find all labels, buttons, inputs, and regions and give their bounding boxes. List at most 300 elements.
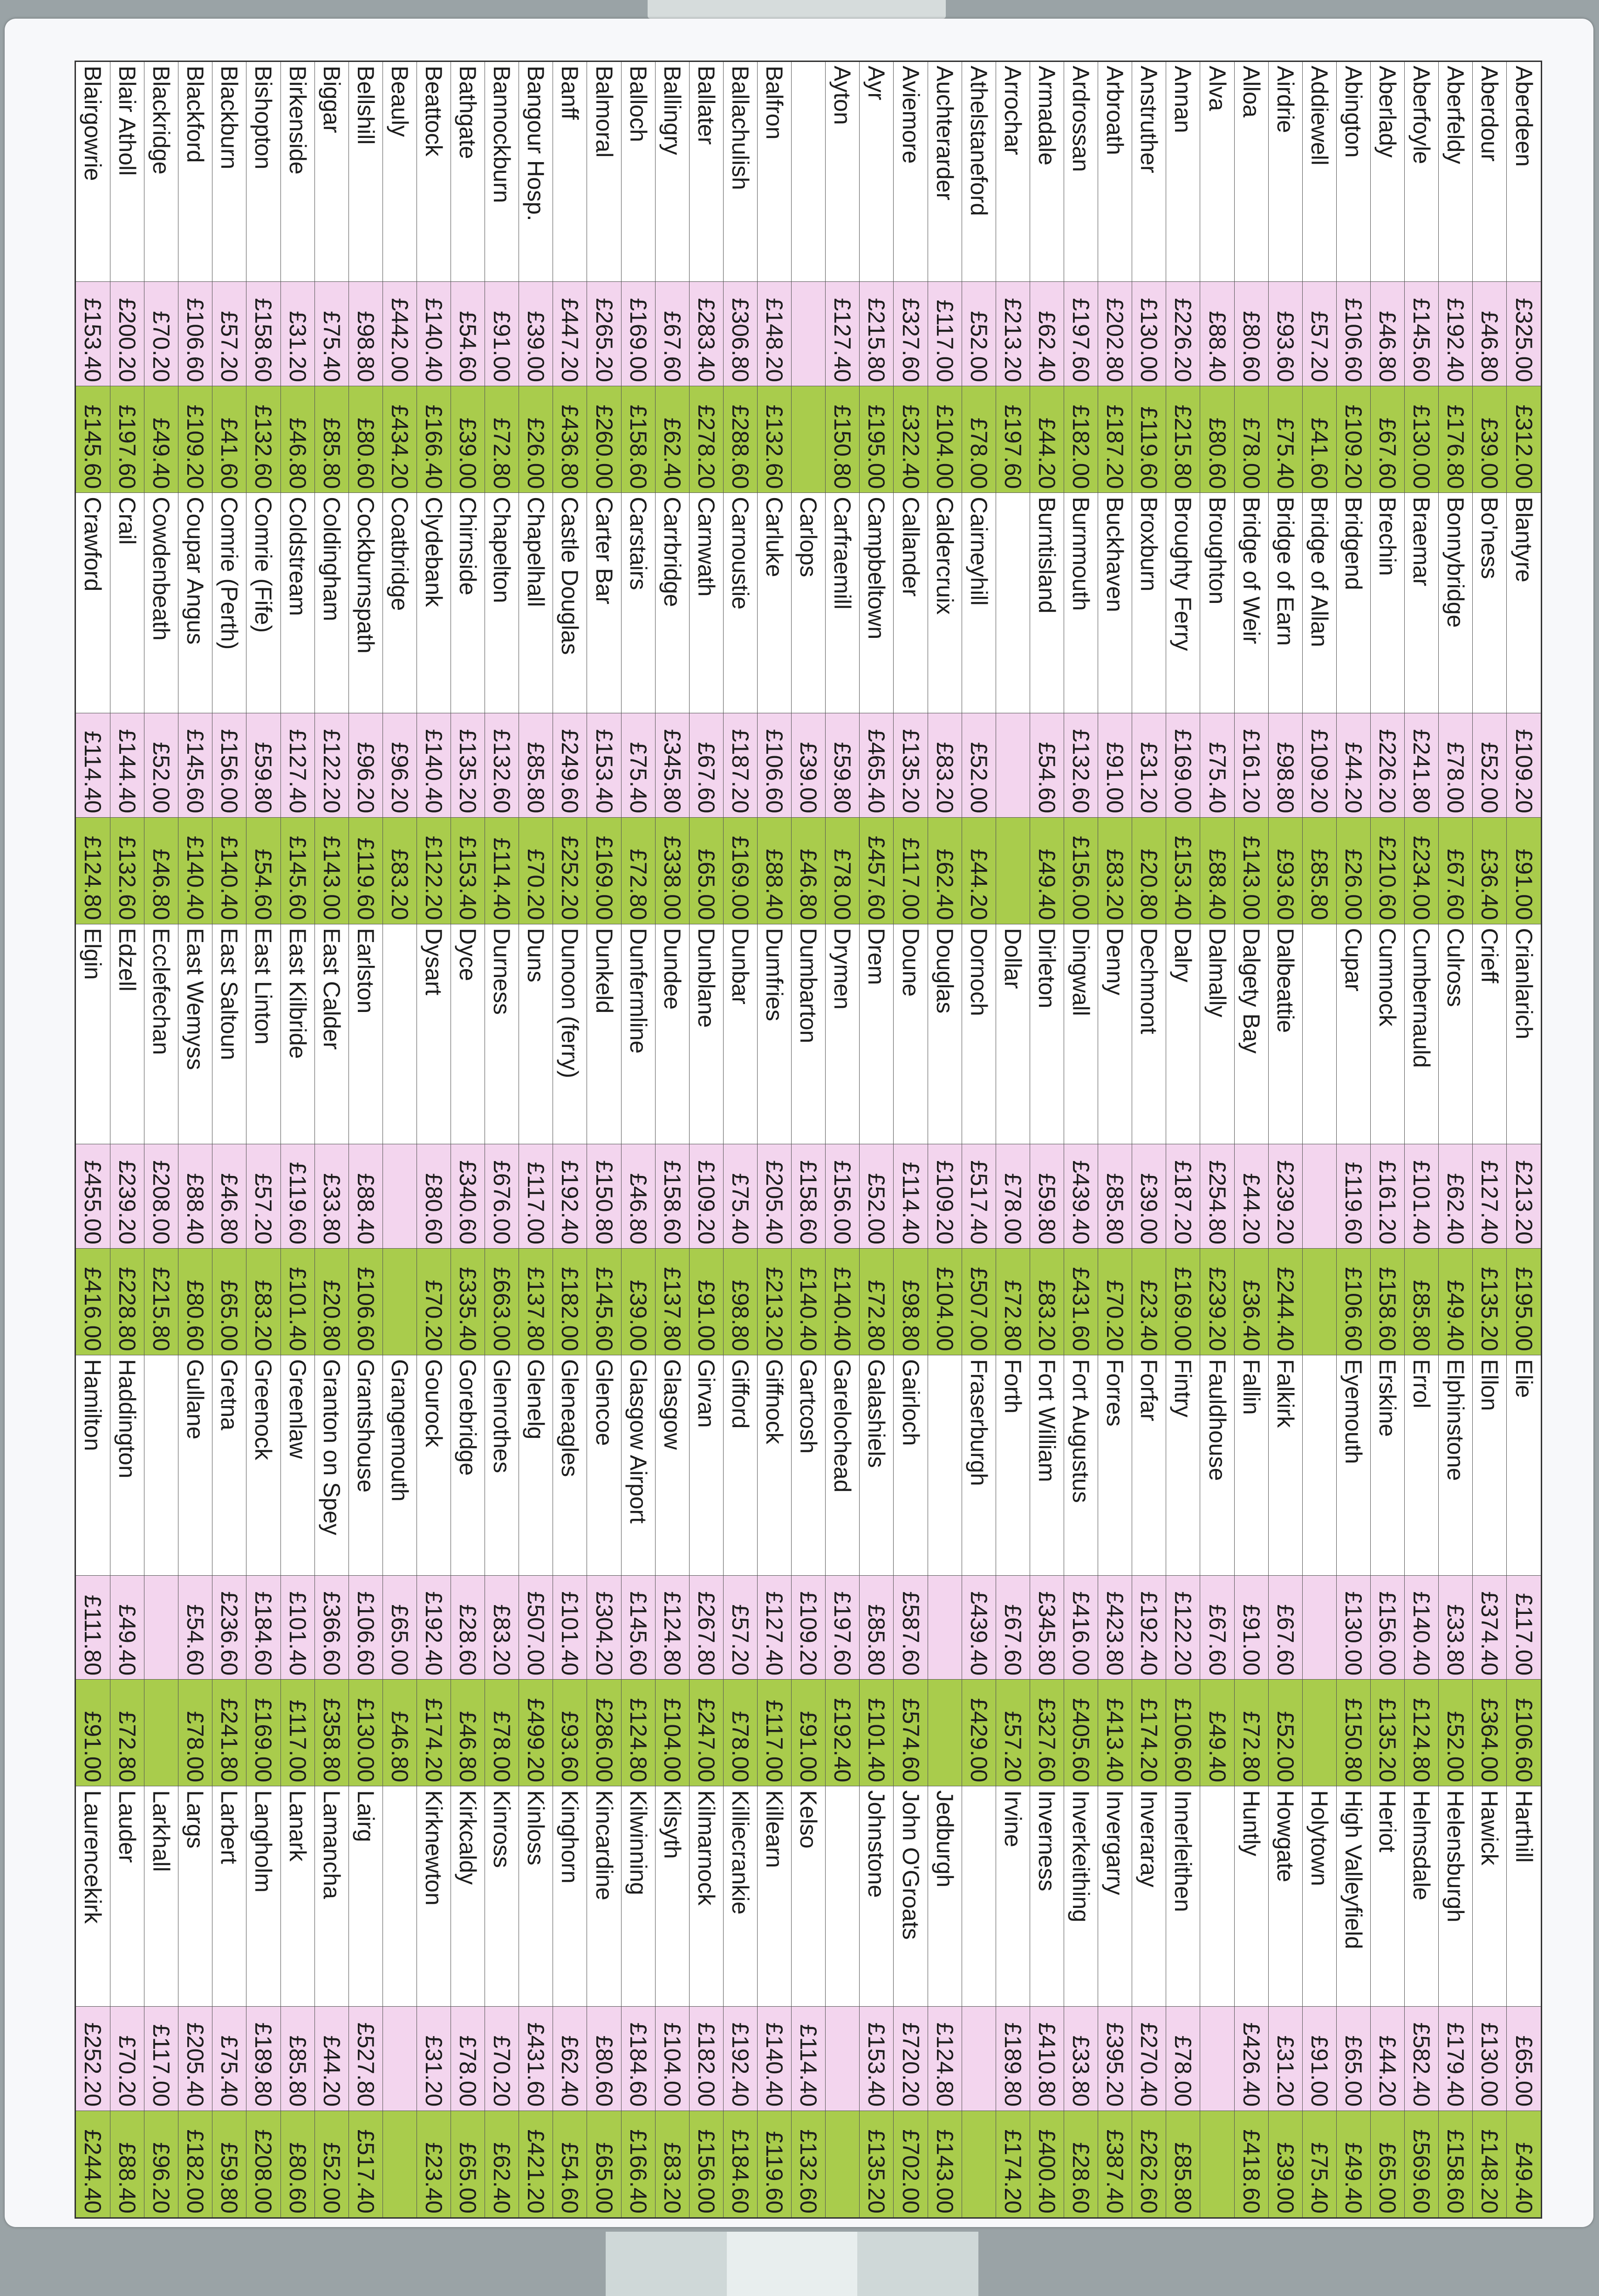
table-row (75, 62, 110, 2218)
fare-return: £174.20 (996, 2111, 1030, 2218)
fare-return (1302, 1248, 1336, 1355)
fare-single (792, 282, 826, 386)
fare-return: £106.60 (1166, 1680, 1200, 1786)
fare-return: £57.20 (996, 1680, 1030, 1786)
fare-return: £182.00 (1064, 386, 1098, 493)
destination-name: Falkirk (1268, 1355, 1302, 1575)
destination-name: Bishopton (246, 62, 280, 282)
fare-return: £65.00 (587, 2111, 621, 2218)
fare-single: £39.00 (792, 713, 826, 817)
fare-single: £720.20 (894, 2006, 928, 2111)
fare-single: £439.40 (1064, 1144, 1098, 1249)
fare-return: £143.00 (314, 817, 348, 924)
destination-name: Helmsdale (1405, 1786, 1439, 2006)
destination-name: Athelstaneford (962, 62, 996, 282)
fare-return: £174.20 (1132, 1680, 1166, 1786)
fare-return: £41.60 (1302, 386, 1336, 493)
fare-single: £252.20 (75, 2006, 110, 2111)
fare-single: £83.20 (928, 713, 962, 817)
fare-single: £507.00 (519, 1575, 553, 1680)
fare-single: £109.20 (689, 1144, 723, 1249)
fare-return: £507.00 (962, 1248, 996, 1355)
fare-return: £46.80 (792, 817, 826, 924)
destination-name: Jedburgh (928, 1786, 962, 2006)
destination-name: East Wemyss (178, 924, 212, 1144)
destination-name: Fort William (1030, 1355, 1064, 1575)
table-row (894, 62, 928, 2218)
fare-single: £124.80 (928, 2006, 962, 2111)
destination-name: Coldstream (280, 493, 314, 713)
fare-return: £122.20 (417, 817, 451, 924)
fare-single: £57.20 (212, 282, 246, 386)
destination-name: Broughton (1200, 493, 1234, 713)
fare-single: £96.20 (383, 713, 417, 817)
fare-single: £67.60 (1268, 1575, 1302, 1680)
fare-return: £286.00 (587, 1680, 621, 1786)
destination-name: Elie (1507, 1355, 1542, 1575)
fare-return: £197.60 (110, 386, 144, 493)
fare-return: £78.00 (723, 1680, 757, 1786)
destination-name: Grantshouse (348, 1355, 383, 1575)
destination-name: Ayton (826, 62, 860, 282)
destination-name: Haddington (110, 1355, 144, 1575)
table-row (1234, 62, 1268, 2218)
fare-single: £75.40 (212, 2006, 246, 2111)
fare-return: £70.20 (519, 817, 553, 924)
fare-single: £189.80 (246, 2006, 280, 2111)
destination-name: Cupar (1336, 924, 1370, 1144)
fare-single: £144.40 (110, 713, 144, 817)
fare-single: £197.60 (1064, 282, 1098, 386)
fare-return: £197.60 (996, 386, 1030, 493)
fare-single: £306.80 (723, 282, 757, 386)
fare-return: £169.00 (723, 817, 757, 924)
fare-return: £98.80 (894, 1248, 928, 1355)
destination-name: East Saltoun (212, 924, 246, 1144)
table-row (1030, 62, 1064, 2218)
fare-return: £499.20 (519, 1680, 553, 1786)
destination-name: Dalry (1166, 924, 1200, 1144)
fare-return: £457.60 (860, 817, 894, 924)
fare-single: £85.80 (1098, 1144, 1132, 1249)
fare-single: £140.40 (417, 713, 451, 817)
destination-name: Kilsyth (655, 1786, 689, 2006)
fare-single: £182.00 (689, 2006, 723, 2111)
fare-single: £98.80 (1268, 713, 1302, 817)
fare-return: £78.00 (485, 1680, 519, 1786)
fare-return: £234.00 (1405, 817, 1439, 924)
fare-return: £663.00 (485, 1248, 519, 1355)
fare-single: £153.40 (75, 282, 110, 386)
destination-name: Ellon (1473, 1355, 1507, 1575)
fare-single: £153.40 (587, 713, 621, 817)
fare-single (996, 713, 1030, 817)
fare-return: £312.00 (1507, 386, 1542, 493)
fare-return: £23.40 (417, 2111, 451, 2218)
destination-name: Giffnock (758, 1355, 792, 1575)
fare-single: £192.40 (417, 1575, 451, 1680)
fare-single: £85.80 (519, 713, 553, 817)
fare-single: £158.60 (655, 1144, 689, 1249)
destination-name: Ballater (689, 62, 723, 282)
table-row (1064, 62, 1098, 2218)
destination-name: Dumbarton (792, 924, 826, 1144)
fare-single: £192.40 (723, 2006, 757, 2111)
fare-single: £340.60 (451, 1144, 485, 1249)
fare-return: £39.00 (621, 1248, 655, 1355)
destination-name: Blair Atholl (110, 62, 144, 282)
destination-name: Fort Augustus (1064, 1355, 1098, 1575)
fare-single: £59.80 (826, 713, 860, 817)
fare-return (1200, 2111, 1234, 2218)
destination-name: Bathgate (451, 62, 485, 282)
fare-single: £150.80 (587, 1144, 621, 1249)
fare-return: £20.80 (314, 1248, 348, 1355)
destination-name: Balloch (621, 62, 655, 282)
destination-name: Drymen (826, 924, 860, 1144)
fare-return (1302, 1680, 1336, 1786)
fare-single: £127.40 (826, 282, 860, 386)
fare-single: £184.60 (246, 1575, 280, 1680)
destination-name: Kirknewton (417, 1786, 451, 2006)
fare-single: £127.40 (1473, 1144, 1507, 1249)
destination-name: Carrbridge (655, 493, 689, 713)
table-row (1507, 62, 1542, 2218)
destination-name: Dechmont (1132, 924, 1166, 1144)
fare-return: £96.20 (144, 2111, 178, 2218)
destination-name: Hawick (1473, 1786, 1507, 2006)
fare-single: £49.40 (110, 1575, 144, 1680)
fare-return: £140.40 (178, 817, 212, 924)
destination-name: Airdrie (1268, 62, 1302, 282)
fare-single: £62.40 (553, 2006, 587, 2111)
fare-single: £78.00 (451, 2006, 485, 2111)
fare-return: £49.40 (1336, 2111, 1370, 2218)
fare-return: £244.40 (75, 2111, 110, 2218)
fare-single: £65.00 (1507, 2006, 1542, 2111)
table-row (621, 62, 655, 2218)
destination-name: Campbeltown (860, 493, 894, 713)
fare-single: £93.60 (1268, 282, 1302, 386)
destination-name: Holytown (1302, 1786, 1336, 2006)
fare-return: £91.00 (792, 1680, 826, 1786)
fare-return: £132.60 (758, 386, 792, 493)
destination-name: Bellshill (348, 62, 383, 282)
fare-single: £239.20 (110, 1144, 144, 1249)
destination-name: Glasgow (655, 1355, 689, 1575)
destination-name: Kincardine (587, 1786, 621, 2006)
fare-single: £75.40 (1200, 713, 1234, 817)
destination-name: Coupar Angus (178, 493, 212, 713)
fare-return (996, 817, 1030, 924)
fare-return: £150.80 (826, 386, 860, 493)
fare-single: £208.00 (144, 1144, 178, 1249)
fare-return: £135.20 (860, 2111, 894, 2218)
destination-name: Crieff (1473, 924, 1507, 1144)
destination-name: Forth (996, 1355, 1030, 1575)
fare-return: £52.00 (1439, 1680, 1473, 1786)
destination-name: Kinghorn (553, 1786, 587, 2006)
fare-return: £62.40 (928, 817, 962, 924)
fare-return (792, 386, 826, 493)
fare-single: £158.60 (792, 1144, 826, 1249)
destination-name (996, 493, 1030, 713)
fare-single: £52.00 (144, 713, 178, 817)
fare-single: £200.20 (110, 282, 144, 386)
fare-single (1302, 1575, 1336, 1680)
fare-single: £80.60 (417, 1144, 451, 1249)
destination-name: Dyce (451, 924, 485, 1144)
fare-single: £345.80 (655, 713, 689, 817)
destination-name: Fraserburgh (962, 1355, 996, 1575)
destination-name: Ballachulish (723, 62, 757, 282)
fare-return: £184.60 (723, 2111, 757, 2218)
fare-single: £33.80 (314, 1144, 348, 1249)
destination-name: Irvine (996, 1786, 1030, 2006)
destination-name: Cumnock (1371, 924, 1405, 1144)
fare-return: £85.80 (1166, 2111, 1200, 2218)
fare-single: £80.60 (587, 2006, 621, 2111)
fare-single: £52.00 (962, 713, 996, 817)
fare-return: £169.00 (1166, 1248, 1200, 1355)
fare-return: £278.20 (689, 386, 723, 493)
table-row (144, 62, 178, 2218)
fare-return: £65.00 (212, 1248, 246, 1355)
fare-single: £676.00 (485, 1144, 519, 1249)
fare-single: £91.00 (1302, 2006, 1336, 2111)
fare-return: £20.80 (1132, 817, 1166, 924)
fare-return: £26.00 (519, 386, 553, 493)
destination-name: Gifford (723, 1355, 757, 1575)
destination-name: Dunkeld (587, 924, 621, 1144)
fare-return: £117.00 (894, 817, 928, 924)
fare-single: £59.80 (246, 713, 280, 817)
destination-name: Larkhall (144, 1786, 178, 2006)
destination-name: Girvan (689, 1355, 723, 1575)
fare-return: £124.80 (621, 1680, 655, 1786)
fare-single: £226.20 (1166, 282, 1200, 386)
destination-name: Dingwall (1064, 924, 1098, 1144)
fare-single: £226.20 (1371, 713, 1405, 817)
fare-single: £374.40 (1473, 1575, 1507, 1680)
fare-single: £31.20 (1132, 713, 1166, 817)
fare-return: £143.00 (928, 2111, 962, 2218)
fare-return: £436.80 (553, 386, 587, 493)
fare-return: £416.00 (75, 1248, 110, 1355)
destination-name: Burntisland (1030, 493, 1064, 713)
destination-name: Eyemouth (1336, 1355, 1370, 1575)
destination-name: Dunoon (ferry) (553, 924, 587, 1144)
fare-return: £288.60 (723, 386, 757, 493)
fare-return: £140.40 (792, 1248, 826, 1355)
fare-single: £75.40 (723, 1144, 757, 1249)
destination-name: Dundee (655, 924, 689, 1144)
table-row (178, 62, 212, 2218)
fare-single: £104.00 (655, 2006, 689, 2111)
destination-name: Gorebridge (451, 1355, 485, 1575)
fare-single: £62.40 (1439, 1144, 1473, 1249)
table-row (485, 62, 519, 2218)
fare-single: £59.80 (1030, 1144, 1064, 1249)
fare-single (826, 2006, 860, 2111)
destination-name: Bannockburn (485, 62, 519, 282)
table-row (860, 62, 894, 2218)
destination-name: Kilwinning (621, 1786, 655, 2006)
fare-single: £114.40 (894, 1144, 928, 1249)
table-row (1336, 62, 1370, 2218)
fare-single: £202.80 (1098, 282, 1132, 386)
fare-single: £106.60 (758, 713, 792, 817)
destination-name: Kilmarnock (689, 1786, 723, 2006)
fare-single: £156.00 (1371, 1575, 1405, 1680)
destination-name: Lairg (348, 1786, 383, 2006)
fare-single: £410.80 (1030, 2006, 1064, 2111)
fare-single: £192.40 (1132, 1575, 1166, 1680)
fare-return: £182.00 (178, 2111, 212, 2218)
fare-single: £187.20 (1166, 1144, 1200, 1249)
destination-name: Kirkcaldy (451, 1786, 485, 2006)
fare-return: £72.80 (621, 817, 655, 924)
fare-single: £127.40 (758, 1575, 792, 1680)
fare-single: £117.00 (1507, 1575, 1542, 1680)
fare-return: £153.40 (1166, 817, 1200, 924)
destination-name (1302, 924, 1336, 1144)
destination-name: Inverness (1030, 1786, 1064, 2006)
fare-return: £574.60 (894, 1680, 928, 1786)
fare-return: £65.00 (1371, 2111, 1405, 2218)
destination-name: Langholm (246, 1786, 280, 2006)
fare-return: £98.80 (723, 1248, 757, 1355)
fare-single: £83.20 (485, 1575, 519, 1680)
fare-single: £88.40 (348, 1144, 383, 1249)
destination-name: Invergarry (1098, 1786, 1132, 2006)
destination-name: Inveraray (1132, 1786, 1166, 2006)
destination-name: Blantyre (1507, 493, 1542, 713)
fare-return: £418.60 (1234, 2111, 1268, 2218)
fare-return: £210.60 (1371, 817, 1405, 924)
fare-return: £130.00 (348, 1680, 383, 1786)
destination-name: Carlops (792, 493, 826, 713)
fare-return: £104.00 (655, 1680, 689, 1786)
fare-return: £119.60 (758, 2111, 792, 2218)
fare-single: £135.20 (894, 713, 928, 817)
fare-single: £239.20 (1268, 1144, 1302, 1249)
fare-single: £78.00 (1439, 713, 1473, 817)
destination-name: Inverkeithing (1064, 1786, 1098, 2006)
fare-return: £327.60 (1030, 1680, 1064, 1786)
fare-return: £132.60 (792, 2111, 826, 2218)
fare-return: £26.00 (1336, 817, 1370, 924)
fare-return: £387.40 (1098, 2111, 1132, 2218)
destination-name: Ardrossan (1064, 62, 1098, 282)
destination-name: Dalgety Bay (1234, 924, 1268, 1144)
destination-name: Gleneagles (553, 1355, 587, 1575)
fare-return: £104.00 (928, 386, 962, 493)
table-row (110, 62, 144, 2218)
fare-return: £59.80 (212, 2111, 246, 2218)
fare-single: £145.60 (621, 1575, 655, 1680)
fare-return: £244.40 (1268, 1248, 1302, 1355)
table-row (212, 62, 246, 2218)
destination-name: Arbroath (1098, 62, 1132, 282)
fare-return: £241.80 (212, 1680, 246, 1786)
fare-return: £72.80 (485, 386, 519, 493)
fare-single: £145.60 (178, 713, 212, 817)
fare-single: £254.80 (1200, 1144, 1234, 1249)
fare-single: £213.20 (996, 282, 1030, 386)
fare-return: £75.40 (1268, 386, 1302, 493)
fare-return: £62.40 (485, 2111, 519, 2218)
destination-name: Clydebank (417, 493, 451, 713)
fare-single: £52.00 (962, 282, 996, 386)
fare-return: £239.20 (1200, 1248, 1234, 1355)
fare-return: £28.60 (1064, 2111, 1098, 2218)
table-row (689, 62, 723, 2218)
fare-single: £46.80 (1473, 282, 1507, 386)
fare-return: £358.80 (314, 1680, 348, 1786)
fare-return: £213.20 (758, 1248, 792, 1355)
fare-single: £101.40 (553, 1575, 587, 1680)
destination-name: Lauder (110, 1786, 144, 2006)
fare-return: £166.40 (621, 2111, 655, 2218)
fare-single: £57.20 (246, 1144, 280, 1249)
destination-name: Fauldhouse (1200, 1355, 1234, 1575)
fare-return: £114.40 (485, 817, 519, 924)
fare-return: £335.40 (451, 1248, 485, 1355)
fare-return: £262.60 (1132, 2111, 1166, 2218)
fare-return: £400.40 (1030, 2111, 1064, 2218)
destination-name: Killiecrankie (723, 1786, 757, 2006)
fare-single: £44.20 (314, 2006, 348, 2111)
destination-name: Bonnybridge (1439, 493, 1473, 713)
fare-single: £169.00 (1166, 713, 1200, 817)
fare-return: £158.60 (1439, 2111, 1473, 2218)
fare-return: £52.00 (314, 2111, 348, 2218)
fare-single: £80.60 (1234, 282, 1268, 386)
fare-single: £205.40 (758, 1144, 792, 1249)
fare-return: £78.00 (1234, 386, 1268, 493)
destination-name: Aberdeen (1507, 62, 1542, 282)
destination-name: Ecclefechan (144, 924, 178, 1144)
fare-single: £127.40 (280, 713, 314, 817)
fare-single: £153.40 (860, 2006, 894, 2111)
fare-return: £39.00 (1473, 386, 1507, 493)
fare-single: £156.00 (826, 1144, 860, 1249)
destination-name: Larbert (212, 1786, 246, 2006)
fare-return: £132.60 (246, 386, 280, 493)
table-row (792, 62, 826, 2218)
fare-single: £130.00 (1473, 2006, 1507, 2111)
destination-name: Balmoral (587, 62, 621, 282)
destination-name: Douglas (928, 924, 962, 1144)
destination-name: Laurencekirk (75, 1786, 110, 2006)
fare-return: £150.80 (1336, 1680, 1370, 1786)
fare-single: £31.20 (417, 2006, 451, 2111)
fare-single: £65.00 (383, 1575, 417, 1680)
destination-name: East Kilbride (280, 924, 314, 1144)
fare-return: £54.60 (553, 2111, 587, 2218)
table-row (996, 62, 1030, 2218)
fare-return: £80.60 (178, 1248, 212, 1355)
fare-single: £28.60 (451, 1575, 485, 1680)
destination-name: Carstairs (621, 493, 655, 713)
fare-return: £49.40 (1030, 817, 1064, 924)
fare-return: £132.60 (110, 817, 144, 924)
fare-single: £109.20 (1302, 713, 1336, 817)
fare-single: £114.40 (792, 2006, 826, 2111)
destination-name: Gourock (417, 1355, 451, 1575)
fare-return: £135.20 (1371, 1680, 1405, 1786)
